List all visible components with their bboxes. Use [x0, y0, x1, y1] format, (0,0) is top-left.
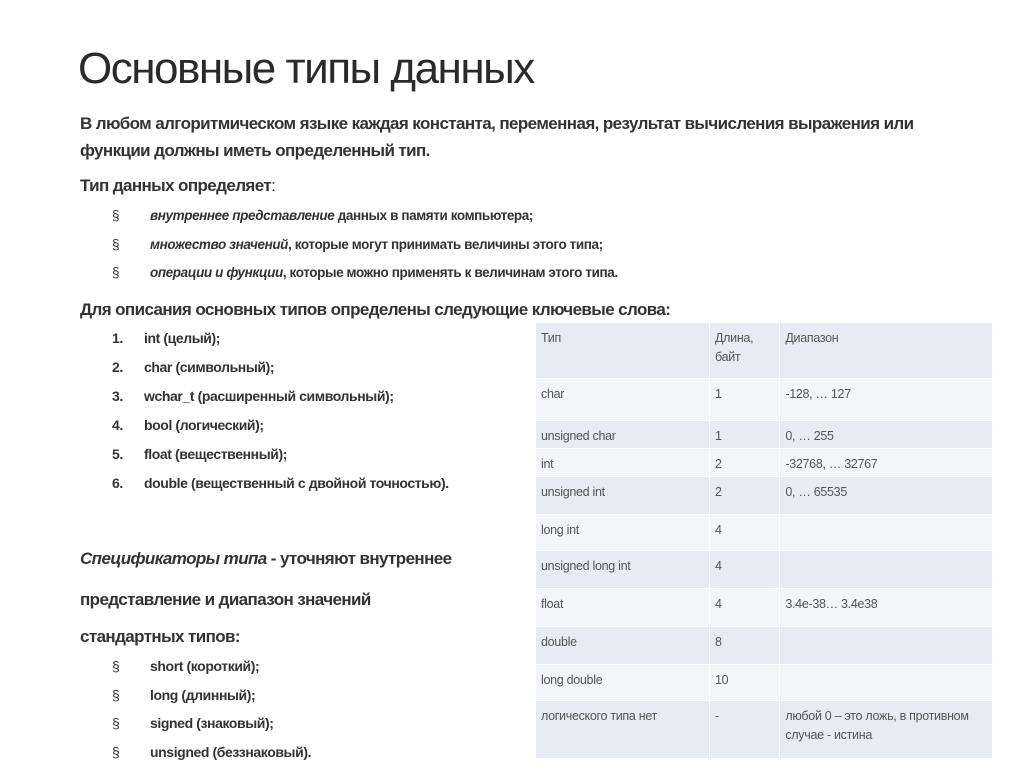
datatype-heading [80, 176, 275, 196]
specifier-text: long (длинный); [150, 686, 256, 703]
table-cell: любой 0 – это ложь, в противном случае - истина [780, 701, 993, 759]
specifier-text: signed (знаковый); [150, 715, 274, 731]
specifiers-term: Спецификаторы типа [80, 549, 267, 568]
header-cell-range: Диапазон [780, 323, 993, 379]
header-cell-type: Тип [536, 323, 710, 379]
bullet-emphasis: внутреннее представление [150, 208, 335, 223]
table-row [536, 551, 993, 589]
table-cell [780, 515, 993, 551]
table-row [536, 701, 993, 759]
table-cell: 2 [710, 477, 780, 515]
table-row [536, 589, 993, 627]
bullet-marker: § [112, 208, 120, 223]
specifiers-line-3: стандартных типов: [80, 627, 240, 646]
specifier-text: unsigned (беззнаковый). [150, 743, 312, 760]
table-row [536, 515, 993, 551]
bullet-marker: § [112, 743, 120, 760]
intro-paragraph: В любом алгоритмическом языке каждая константа, переменная, результат вычисления выражения или функции должны иметь определенный тип. [80, 114, 914, 160]
table-cell: 10 [710, 665, 780, 701]
specifiers-line-1 [80, 549, 451, 569]
specifiers-line-2: представление и диапазон значений [80, 590, 371, 609]
table-cell: -32768, … 32767 [780, 449, 993, 477]
table-cell: 1 [710, 421, 780, 449]
keywords-heading: Для описания основных типов определены следующие ключевые слова: [80, 300, 671, 319]
table-cell [780, 551, 993, 589]
datatype-heading-text: Тип данных определяет [80, 176, 272, 195]
list-number: 1. [112, 330, 123, 346]
slide-title: Основные типы данных [78, 44, 534, 93]
bullet-rest: данных в памяти компьютера; [334, 208, 533, 223]
bullet-marker: § [112, 686, 120, 703]
table-cell: 4 [710, 551, 780, 589]
bullet-rest: , которые могут принимать величины этого типа; [288, 236, 603, 252]
table-cell: 4 [710, 589, 780, 627]
keyword-text: int (целый); [144, 330, 221, 346]
list-number: 5. [112, 446, 123, 462]
bullet-text [150, 265, 618, 280]
table-cell: long double [536, 665, 710, 701]
table-cell: -128, … 127 [780, 379, 993, 421]
bullet-marker: § [112, 265, 120, 280]
table-cell: char [536, 379, 710, 421]
table-cell: 1 [710, 379, 780, 421]
header-cell-length: Длина, байт [710, 323, 780, 379]
table-cell: 4 [710, 515, 780, 551]
table-cell: float [536, 589, 710, 627]
keyword-text: bool (логический); [144, 417, 264, 433]
list-number: 3. [112, 388, 123, 404]
table-cell: long int [536, 515, 710, 551]
keyword-text: char (символьный); [144, 359, 275, 375]
table-cell: логического типа нет [536, 701, 710, 759]
table-cell [780, 665, 993, 701]
table-cell: 8 [710, 627, 780, 665]
list-number: 4. [112, 417, 123, 433]
bullet-text [150, 237, 603, 252]
table-cell: 2 [710, 449, 780, 477]
table-cell: 3.4e-38… 3.4e38 [780, 589, 993, 627]
bullet-marker: § [112, 715, 120, 731]
bullet-emphasis: множество значений [150, 236, 289, 252]
bullet-marker: § [112, 658, 120, 674]
table-cell: unsigned char [536, 421, 710, 449]
bullet-text [150, 208, 533, 223]
datatype-heading-colon: : [271, 176, 276, 195]
bullet-rest: , которые можно применять к величинам этого типа. [282, 265, 618, 280]
table-header-row [536, 323, 993, 379]
table-cell: - [710, 701, 780, 759]
table-row [536, 449, 993, 477]
list-number: 2. [112, 359, 123, 375]
table-cell: 0, … 65535 [780, 477, 993, 515]
table-cell: 0, … 255 [780, 421, 993, 449]
table-cell [780, 627, 993, 665]
table-row [536, 379, 993, 421]
table-row [536, 665, 993, 701]
bullet-emphasis: операции и функции [150, 265, 283, 280]
bullet-marker: § [112, 236, 120, 252]
table-cell: int [536, 449, 710, 477]
table-row [536, 477, 993, 515]
keyword-text: wchar_t (расширенный символьный); [144, 388, 394, 404]
specifiers-definition: - уточняют внутреннее [266, 549, 452, 568]
table-cell: unsigned long int [536, 551, 710, 589]
keyword-text: double (вещественный с двойной точностью). [144, 475, 449, 491]
table-cell: unsigned int [536, 477, 710, 515]
table-cell: double [536, 627, 710, 665]
table-row [536, 627, 993, 665]
table-row [536, 421, 993, 449]
keyword-text: float (вещественный); [144, 446, 287, 462]
data-types-table [535, 322, 993, 759]
list-number: 6. [112, 475, 123, 491]
specifier-text: short (короткий); [150, 658, 260, 674]
